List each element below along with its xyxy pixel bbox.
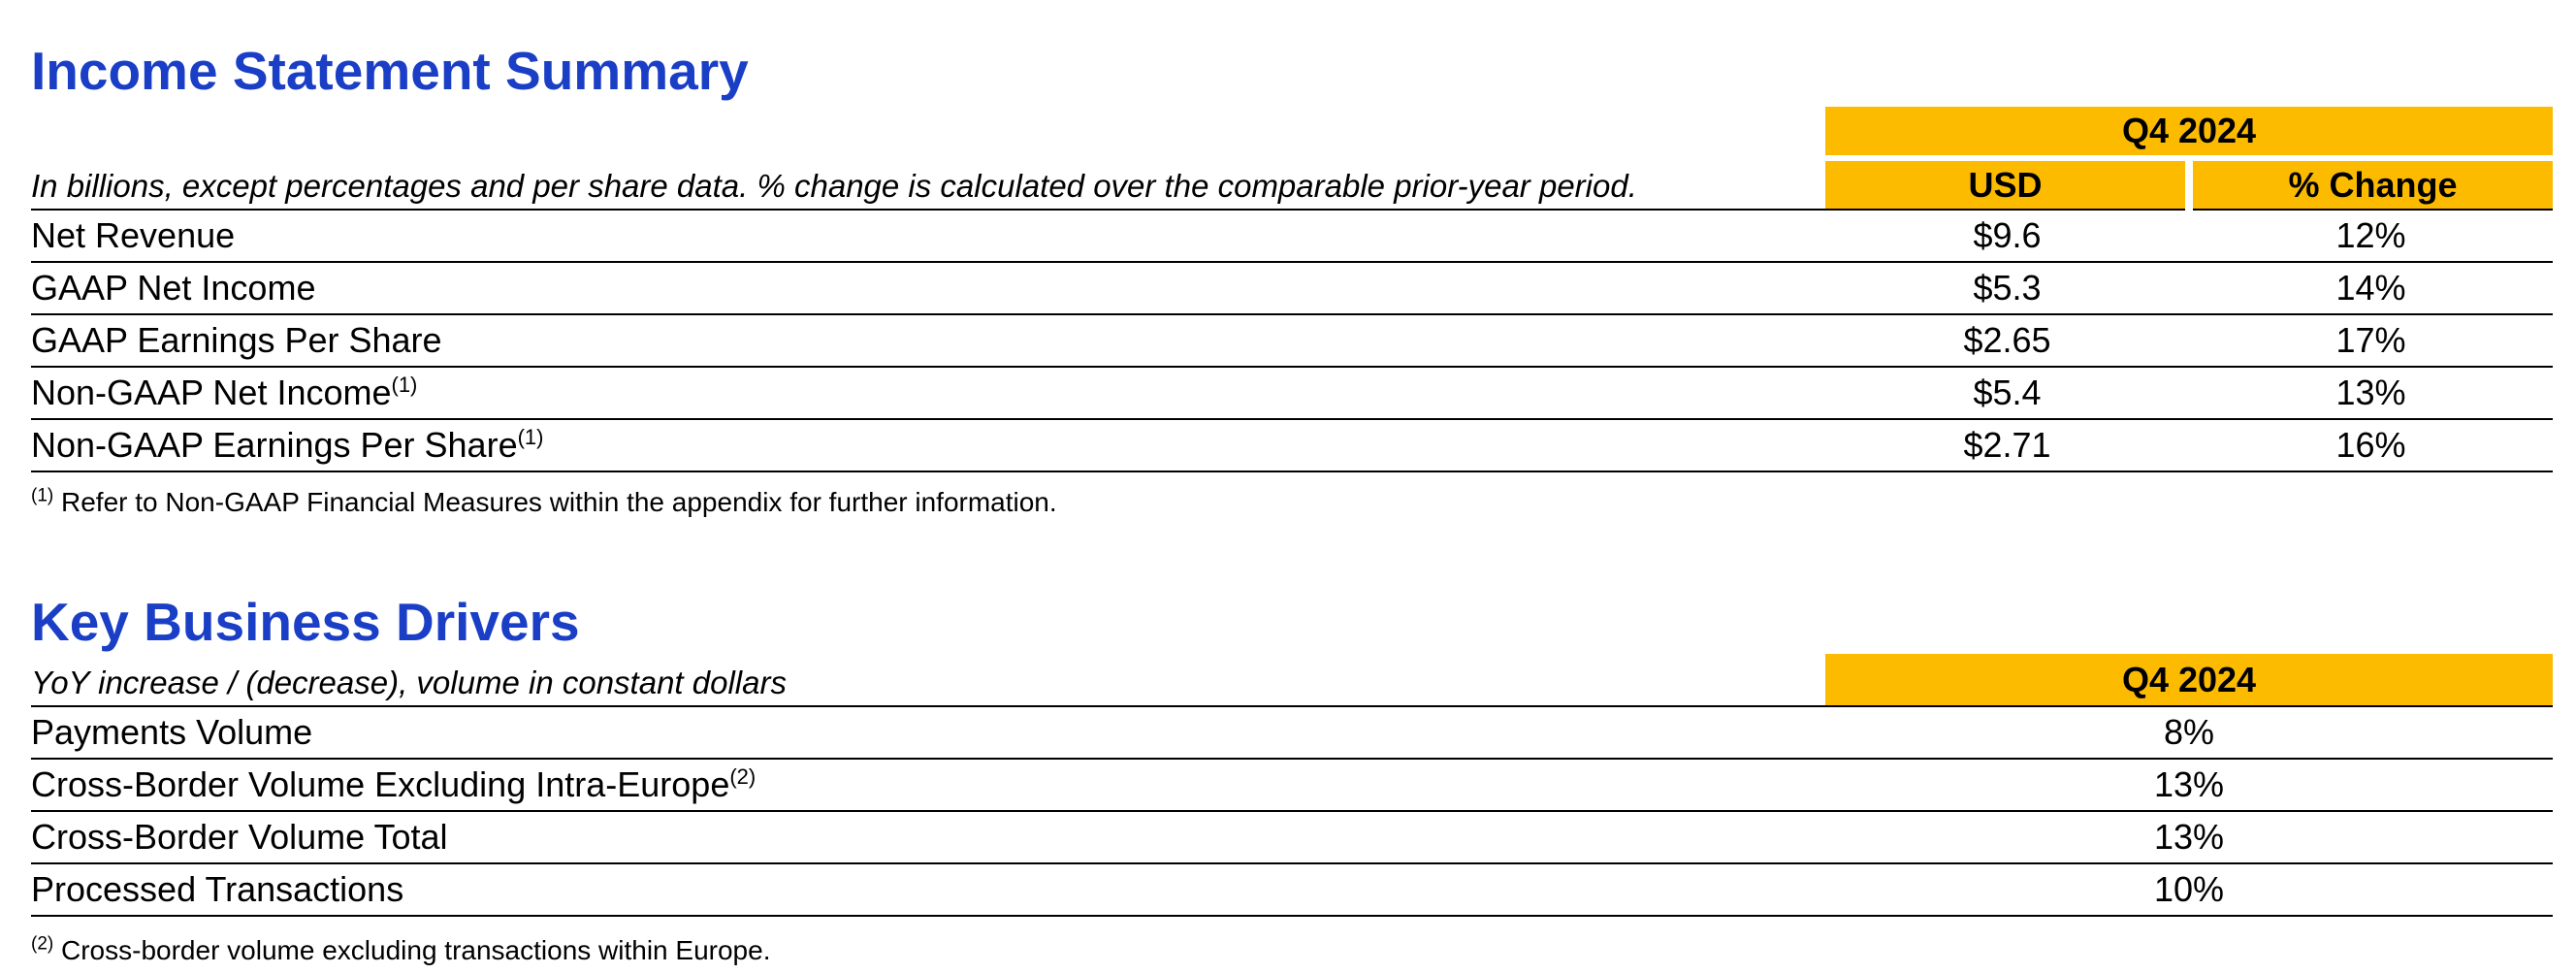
section-title: Key Business Drivers [31, 592, 580, 652]
usd-value: $5.4 [1825, 367, 2189, 419]
change-value: 13% [2189, 367, 2553, 419]
change-column-header: % Change [2189, 161, 2553, 210]
table-row [31, 262, 2553, 314]
footnote-marker: (1) [391, 373, 418, 397]
row-label: Non-GAAP Net Income$^{(1)}$ [31, 367, 1825, 419]
table-row [31, 210, 2553, 262]
change-value: 14% [2189, 262, 2553, 314]
table-row [31, 811, 2553, 863]
table-row [31, 759, 2553, 811]
row-label: Cross-Border Volume Excluding Intra-Europe$^{(2)}$ [31, 759, 1825, 811]
usd-column-header: USD [1825, 161, 2189, 210]
footnote: $^{(2)}$ Cross-border volume excluding transactions within Europe. [31, 933, 771, 965]
table-row [31, 314, 2553, 367]
driver-value: 10% [1825, 863, 2553, 916]
usd-value: $2.71 [1825, 419, 2189, 471]
usd-value: $5.3 [1825, 262, 2189, 314]
row-label: GAAP Net Income [31, 262, 1825, 314]
section-title: Income Statement Summary [31, 41, 749, 101]
row-label: GAAP Earnings Per Share [31, 314, 1825, 367]
table-caption: In billions, except percentages and per share data. % change is calculated over the comparable prior-year period. [31, 168, 1637, 204]
footnote: $^{(1)}$ Refer to Non-GAAP Financial Measures within the appendix for further information. [31, 485, 1057, 517]
table-caption: YoY increase / (decrease), volume in constant dollars [31, 665, 787, 700]
driver-value: 8% [1825, 706, 2553, 759]
change-value: 16% [2189, 419, 2553, 471]
table-row [31, 367, 2553, 419]
row-label: Non-GAAP Earnings Per Share$^{(1)}$ [31, 419, 1825, 471]
table-row [31, 706, 2553, 759]
period-header: Q4 2024 [1825, 654, 2553, 706]
period-header: Q4 2024 [1825, 107, 2553, 155]
table-row [31, 863, 2553, 916]
row-label: Net Revenue [31, 210, 1825, 262]
drivers-table [31, 654, 2553, 917]
footnote-marker: (1) [517, 425, 544, 449]
driver-value: 13% [1825, 759, 2553, 811]
usd-value: $9.6 [1825, 210, 2189, 262]
change-value: 12% [2189, 210, 2553, 262]
table-row [31, 419, 2553, 471]
row-label: Payments Volume [31, 706, 1825, 759]
row-label: Cross-Border Volume Total [31, 811, 1825, 863]
usd-value: $2.65 [1825, 314, 2189, 367]
change-value: 17% [2189, 314, 2553, 367]
row-label: Processed Transactions [31, 863, 1825, 916]
footnote-marker: (2) [729, 764, 757, 789]
income-table [31, 107, 2553, 472]
driver-value: 13% [1825, 811, 2553, 863]
